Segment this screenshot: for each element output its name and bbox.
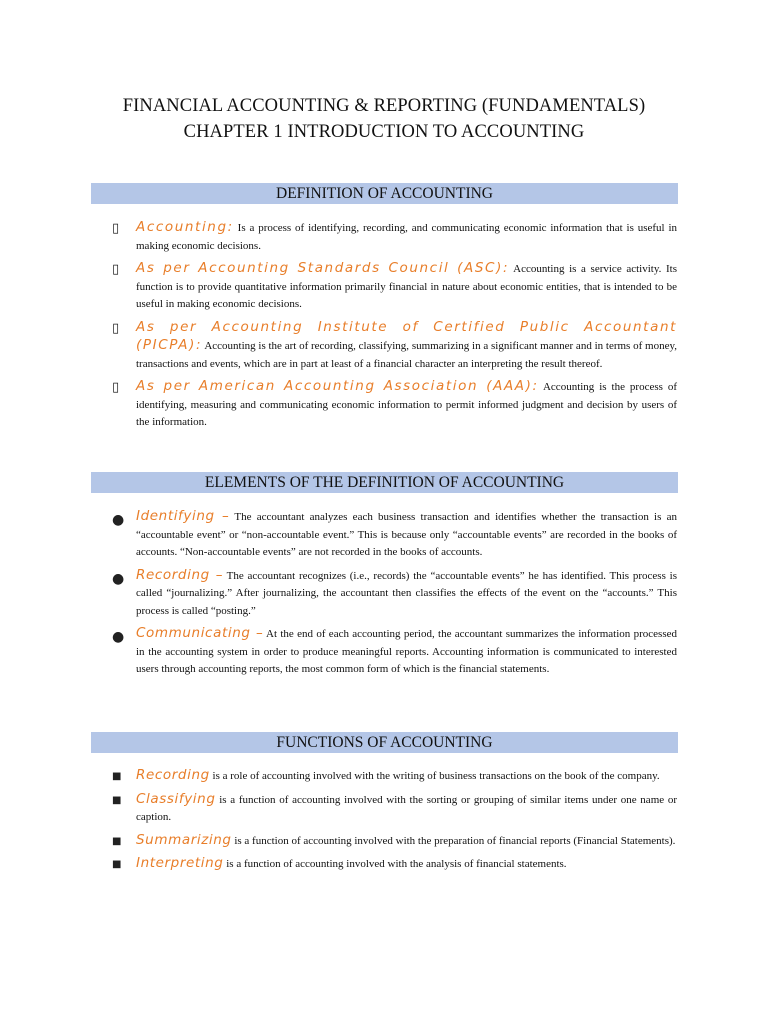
page-title: [0, 93, 768, 145]
list-item: [0, 219, 768, 255]
term-label: As per Accounting Institute of Certified Public Accountant (PICPA):: [136, 318, 677, 353]
bullet-icon: ●: [112, 512, 125, 528]
section-heading-functions: FUNCTIONS OF ACCOUNTING: [91, 732, 678, 753]
item-text: At the end of each accounting period, the accountant summarizes the information processed in the accounting system in order to produce meaningful reports. Accounting information is communicated to interested users through accounting reports, the most common form of which is the financial statements.: [136, 628, 677, 675]
missing-glyph-bullet-icon: ▯: [112, 320, 120, 336]
term-label: Classifying: [136, 790, 216, 807]
term-label: As per Accounting Standards Council (ASC):: [136, 260, 510, 276]
bullet-icon: ●: [112, 629, 125, 645]
term-label: Summarizing: [136, 831, 232, 848]
section-heading-elements: ELEMENTS OF THE DEFINITION OF ACCOUNTING: [91, 472, 678, 493]
section-heading-definition: DEFINITION OF ACCOUNTING: [91, 183, 678, 204]
term-label: Communicating –: [136, 625, 264, 641]
item-text: Accounting is a service activity. Its function is to provide quantitative information primarily financial in nature about economic entities, that is intended to be useful in making economic decisions.: [136, 263, 677, 310]
term-label: Accounting:: [136, 219, 234, 235]
missing-glyph-bullet-icon: ▯: [112, 262, 120, 277]
term-label: Interpreting: [136, 855, 224, 871]
list-item: [0, 832, 768, 851]
item-text: is a function of accounting involved with the analysis of financial statements.: [226, 858, 567, 870]
item-text: is a role of accounting involved with the writing of business transactions on the book of the company.: [212, 770, 660, 782]
bullet-icon: ●: [112, 570, 125, 587]
term-label: Identifying –: [136, 508, 230, 524]
elements-list: [0, 508, 768, 679]
item-text: Accounting is the art of recording, classifying, summarizing in a significant manner and in terms of money, transactions and events, which are in part at least of a financial character an interpreting the result thereof.: [136, 340, 678, 370]
list-item: [0, 260, 768, 314]
list-item: [0, 625, 768, 679]
item-text: is a function of accounting involved with the sorting or grouping of similar items under one name or caption.: [136, 793, 678, 823]
square-bullet-icon: ■: [112, 835, 122, 847]
list-item: [0, 319, 768, 374]
term-label: Recording: [136, 767, 210, 783]
list-item: [0, 855, 768, 874]
missing-glyph-bullet-icon: ▯: [112, 221, 120, 236]
list-item: [0, 378, 768, 432]
list-item: [0, 508, 768, 562]
square-bullet-icon: ■: [112, 794, 122, 806]
term-label: Recording –: [136, 566, 224, 583]
title-line-2: CHAPTER 1 INTRODUCTION TO ACCOUNTING: [183, 122, 585, 142]
definition-list: [0, 219, 768, 432]
list-item: [0, 767, 768, 786]
list-item: [0, 791, 768, 827]
list-item: [0, 567, 768, 621]
term-label: As per American Accounting Association (AAA):: [136, 378, 539, 394]
title-line-1: FINANCIAL ACCOUNTING & REPORTING (FUNDAMENTALS): [122, 96, 646, 116]
functions-list: [0, 767, 768, 874]
square-bullet-icon: ■: [112, 859, 122, 870]
item-text: Accounting is the process of identifying, measuring and communicating economic information to permit informed judgment and decision by users of the information.: [136, 381, 678, 428]
item-text: is a function of accounting involved with the preparation of financial reports (Financial Statements).: [234, 834, 676, 847]
missing-glyph-bullet-icon: ▯: [112, 380, 120, 395]
item-text: The accountant recognizes (i.e., records) the “accountable events” he has identified. This process is called “journalizing.” After journalizing, the accountant then classifies the effects of the event on the “accounts.” This process is called “posting.”: [136, 569, 677, 617]
square-bullet-icon: ■: [112, 771, 122, 782]
item-text: The accountant analyzes each business transaction and identifies whether the transaction is an “accountable event” or “non-accountable event.” This is because only “accountable events” are recorded in the books of accounts. “Non-accountable events” are not recorded in the books of accounts.: [136, 511, 677, 558]
item-text: Is a process of identifying, recording, and communicating economic information that is useful in making economic decisions.: [136, 222, 678, 252]
